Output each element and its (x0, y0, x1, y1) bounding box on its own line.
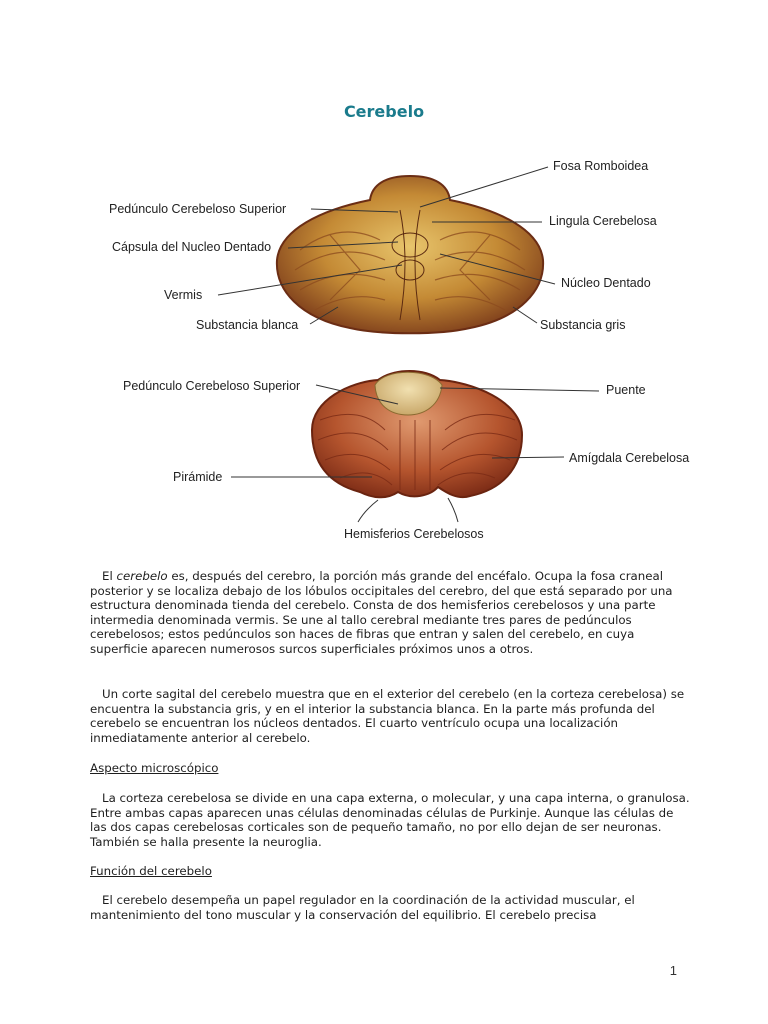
label-puente: Puente (606, 383, 646, 397)
paragraph-microscopic (90, 791, 690, 849)
label-piramide: Pirámide (173, 470, 223, 484)
label-pedunculo-superior-2: Pedúnculo Cerebeloso Superior (123, 379, 301, 393)
label-fosa-romboidea: Fosa Romboidea (553, 159, 649, 173)
p2-text: Un corte sagital del cerebelo muestra que en el exterior del cerebelo (en la corteza cerebelosa) se encuentra la substancia gris, y en el interior la substancia blanca. En la parte más profunda del cerebelo se encuentran los núcleos dentados. El cuarto ventrículo ocupa una localización inmediatamente anterior al cerebelo. (90, 687, 685, 745)
p1-pre: El (102, 569, 117, 583)
heading-aspecto-microscopico: Aspecto microscópico (90, 761, 219, 775)
label-nucleo-dentado: Núcleo Dentado (561, 276, 651, 290)
p1-emphasis: cerebelo (116, 569, 168, 583)
paragraph-intro (90, 569, 690, 657)
label-amigdala: Amígdala Cerebelosa (569, 451, 690, 465)
cerebellum-inferior-figure (0, 360, 768, 550)
label-vermis: Vermis (164, 288, 203, 302)
heading-microscopic (90, 761, 690, 776)
p3-text: La corteza cerebelosa se divide en una capa externa, o molecular, y una capa interna, o granulosa. Entre ambas capas aparecen unas células denominadas células de Purkinje. Aunque las células de las dos capas cerebelosas corticales son de pequeño tamaño, no por ello dejan de ser neuronas. También se halla presente la neuroglia. (90, 791, 690, 849)
paragraph-sagittal (90, 687, 690, 745)
label-lingula: Lingula Cerebelosa (549, 214, 657, 228)
page-title: Cerebelo (343, 102, 425, 121)
label-pedunculo-superior: Pedúnculo Cerebeloso Superior (109, 202, 287, 216)
paragraph-function (90, 893, 690, 922)
label-hemisferios: Hemisferios Cerebelosos (344, 527, 484, 541)
cerebellum-section-figure (0, 150, 768, 340)
heading-funcion-cerebelo: Función del cerebelo (90, 864, 212, 878)
label-substancia-blanca: Substancia blanca (196, 318, 299, 332)
label-substancia-gris: Substancia gris (540, 318, 626, 332)
label-capsula: Cápsula del Nucleo Dentado (112, 240, 272, 254)
p4-text: El cerebelo desempeña un papel regulador en la coordinación de la actividad muscular, el mantenimiento del tono muscular y la conservación del equilibrio. El cerebelo precisa (90, 893, 635, 922)
page-number: 1 (669, 963, 677, 978)
heading-function (90, 864, 690, 879)
p1-post: es, después del cerebro, la porción más grande del encéfalo. Ocupa la fosa craneal posterior y se localiza debajo de los lóbulos occipitales del cerebro, del que está separado por una estructura denominada tienda del cerebelo. Consta de dos hemisferios cerebelosos y una parte intermedia denominada vermis. Se une al tallo cerebral mediante tres pares de pedúnculos cerebelosos; estos pedúnculos son haces de fibras que entran y salen del cerebelo, en cuya superficie aparecen numerosos surcos superficiales próximos unos a otros. (90, 569, 673, 656)
